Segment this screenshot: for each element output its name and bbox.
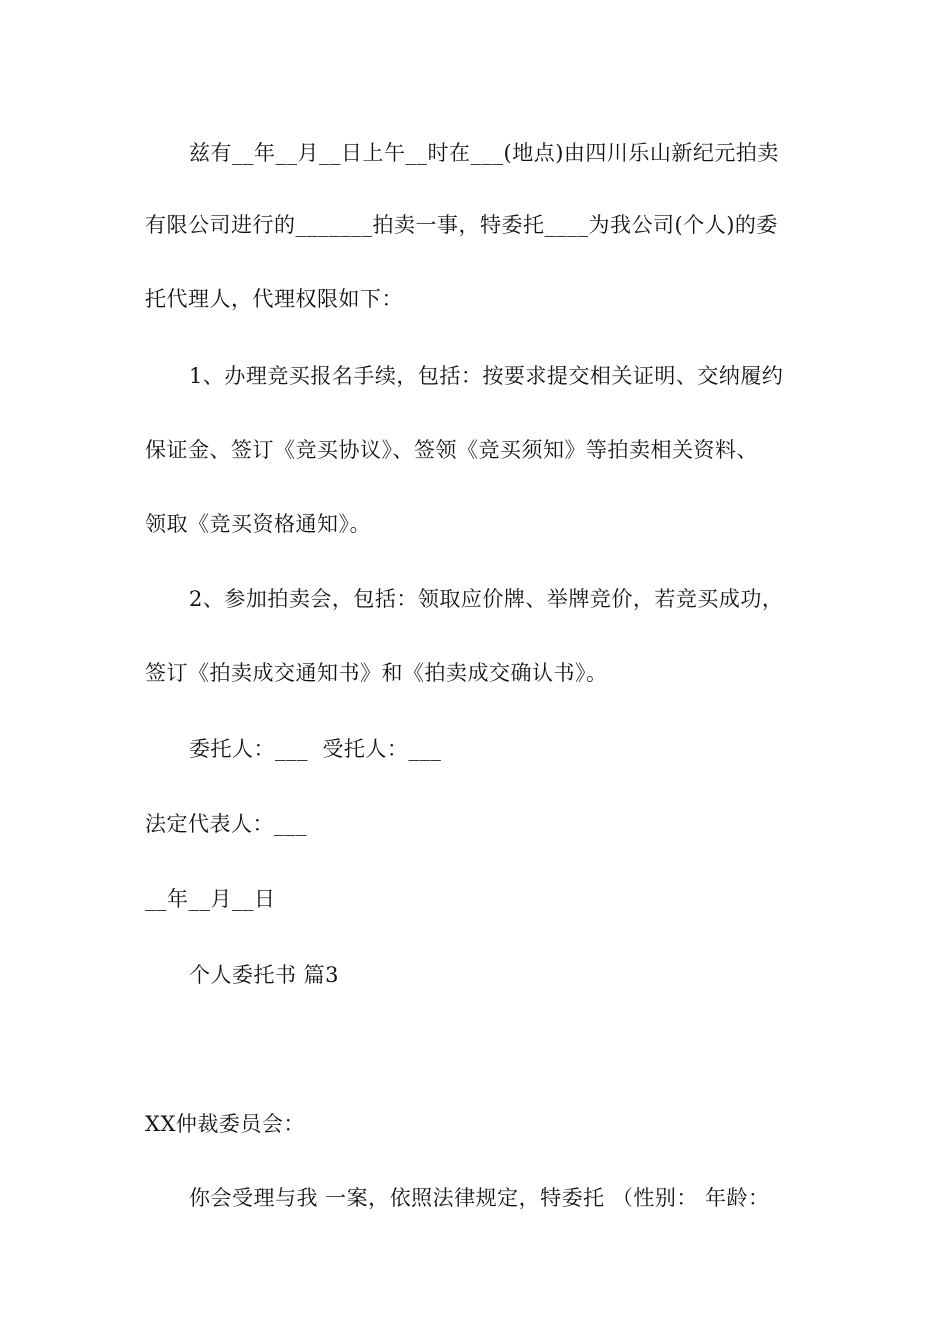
paragraph-line: 领取《竞买资格通知》。	[145, 512, 371, 536]
paragraph-line: 签订《拍卖成交通知书》和《拍卖成交确认书》。	[145, 661, 608, 685]
signature-line: 委托人：___ 受托人：___	[189, 737, 442, 761]
paragraph-line: 2、参加拍卖会，包括：领取应价牌、举牌竞价，若竞买成功，	[189, 587, 784, 611]
paragraph-line: 1、办理竞买报名手续，包括：按要求提交相关证明、交纳履约	[189, 364, 784, 388]
date-line: __年__月__日	[145, 887, 276, 911]
paragraph-line: 有限公司进行的_______拍卖一事，特委托____为我公司(个人)的委	[145, 213, 778, 237]
paragraph-line: 托代理人，代理权限如下：	[145, 287, 403, 311]
representative-line: 法定代表人：___	[145, 812, 307, 836]
paragraph-line: 保证金、签订《竞买协议》、签领《竞买须知》等拍卖相关资料、	[145, 438, 758, 462]
addressee-line: XX仲裁委员会：	[145, 1112, 305, 1136]
paragraph-line: 你会受理与我 一案，依照法律规定，特委托 （性别： 年龄：	[189, 1186, 770, 1210]
section-heading: 个人委托书 篇3	[189, 963, 340, 987]
paragraph-line: 兹有__年__月__日上午__时在___(地点)由四川乐山新纪元拍卖	[189, 141, 779, 165]
